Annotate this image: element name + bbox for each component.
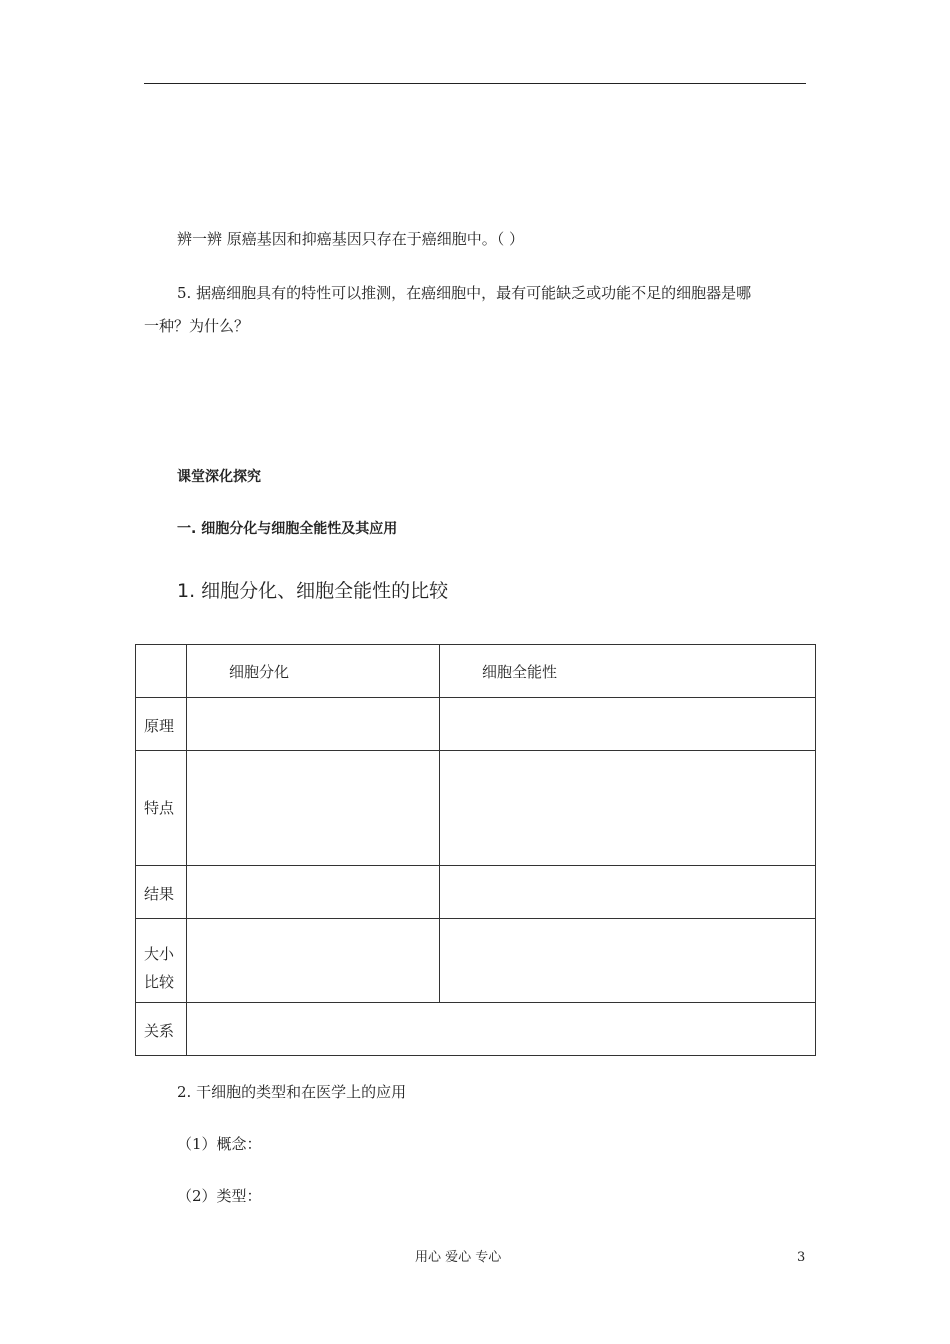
answer-cell[interactable] bbox=[187, 1003, 816, 1056]
judge-statement: 辨一辨 原癌基因和抑癌基因只存在于癌细胞中。（ ） bbox=[177, 230, 525, 248]
section-title: 课堂深化探究 bbox=[177, 469, 261, 485]
answer-cell[interactable] bbox=[187, 919, 440, 1003]
type-item: （2）类型： bbox=[177, 1187, 262, 1205]
answer-cell[interactable] bbox=[187, 866, 440, 919]
row-label-result: 结果 bbox=[136, 866, 187, 919]
subsection-title: 一. 细胞分化与细胞全能性及其应用 bbox=[177, 521, 398, 537]
heading-1: 1. 细胞分化、细胞全能性的比较 bbox=[177, 580, 449, 602]
col-header-differentiation: 细胞分化 bbox=[187, 645, 440, 698]
question-5-line2: 一种？为什么？ bbox=[144, 317, 250, 335]
stem-cell-heading: 2. 干细胞的类型和在医学上的应用 bbox=[177, 1083, 407, 1101]
row-label-principle: 原理 bbox=[136, 698, 187, 751]
answer-cell[interactable] bbox=[440, 698, 816, 751]
row-label-size-compare-line1: 大小 bbox=[144, 945, 175, 963]
answer-cell[interactable] bbox=[187, 751, 440, 866]
row-label-features: 特点 bbox=[136, 751, 187, 866]
question-5-line1: 5. 据癌细胞具有的特性可以推测，在癌细胞中，最有可能缺乏或功能不足的细胞器是哪 bbox=[177, 284, 752, 302]
row-label-size-compare-line2: 比较 bbox=[144, 973, 175, 991]
header-rule bbox=[144, 83, 806, 84]
table-row bbox=[136, 866, 816, 919]
row-label-size-compare bbox=[136, 919, 187, 1003]
row-label-relationship: 关系 bbox=[136, 1003, 187, 1056]
page-number: 3 bbox=[797, 1250, 806, 1265]
answer-cell[interactable] bbox=[440, 866, 816, 919]
table-row bbox=[136, 919, 816, 1003]
table-corner-cell bbox=[136, 645, 187, 698]
concept-item: （1）概念： bbox=[177, 1135, 262, 1153]
comparison-table bbox=[135, 644, 816, 1056]
table-header-row bbox=[136, 645, 816, 698]
answer-cell[interactable] bbox=[440, 919, 816, 1003]
table-row bbox=[136, 1003, 816, 1056]
table-row bbox=[136, 698, 816, 751]
answer-cell[interactable] bbox=[187, 698, 440, 751]
table-row bbox=[136, 751, 816, 866]
col-header-totipotency: 细胞全能性 bbox=[440, 645, 816, 698]
footer-slogan: 用心 爱心 专心 bbox=[415, 1250, 502, 1265]
answer-cell[interactable] bbox=[440, 751, 816, 866]
